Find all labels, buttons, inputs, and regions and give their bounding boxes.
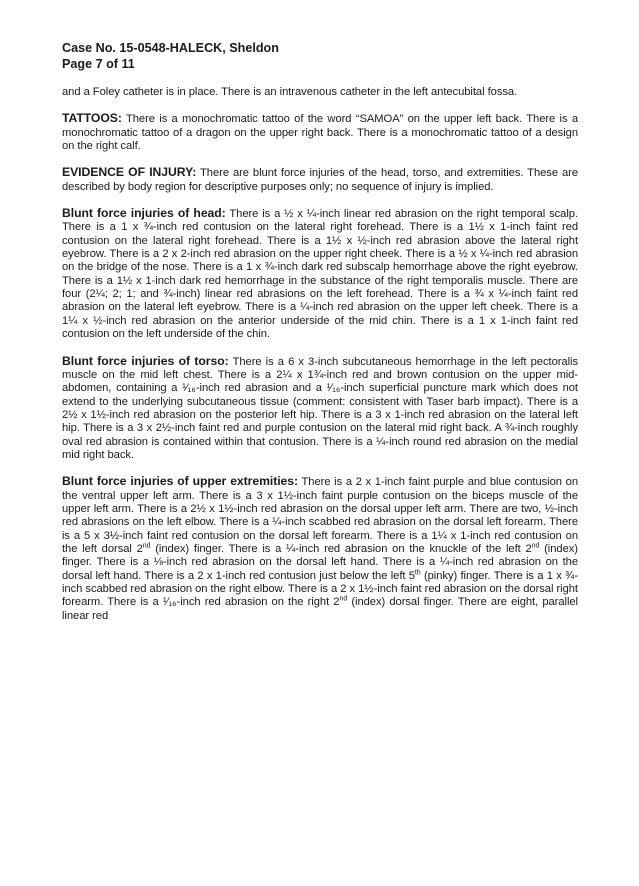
head-injuries-text: There is a ½ x ¼-inch linear red abrasion on the right temporal scalp. There is a 1 x ¾-inch red contusion on the lateral right forehead. There is a 1½ x 1-inch faint red contusion on the lateral right forehead. There is a 1½ x ½-inch red abrasion above the lateral right eyebrow. There is a 2 x 2-inch red abrasion on the upper right cheek. There is a ½ x ¼-inch red abrasion on the bridge of the nose. There is a 1 x ¾-inch dark red subscalp hemorrhage above the right eyebrow. There is a 1½ x 1-inch dark red hemorrhage in the substance of the right temporalis muscle. There are four (2¼; 2; 1; and ¾-inch) linear red abrasions on the left forehead. There is a ¾ x ¼-inch faint red abrasion on the lateral left eyebrow. There is a ¼-inch red abrasion on the upper left cheek. There is a 1¼ x ½-inch red abrasion on the anterior underside of the mid chin. There is a 1 x 1-inch faint red contusion on the left underside of the chin. [62,208,578,341]
upper-text-3: (index) finger. There is a ⅛-inch red abrasion on the dorsal left hand. There is a ¼-inch red abrasion on the dorsal left hand. There is a 2 x 1-inch red contusion just below the left 5 [62,542,578,582]
upper-extremities-paragraph [62,475,578,623]
torso-fraction-b: ¹⁄₁₆ [326,382,341,395]
upper-sup-nd-3: nd [339,595,348,603]
page-number: Page 7 of 11 [62,57,135,71]
upper-text-2: (index) finger. There is a ¼-inch red abrasion on the knuckle of the left 2 [150,542,532,555]
torso-injuries-paragraph [62,355,578,463]
torso-text-3: -inch superficial puncture mark which does not extend to the underlying subcutaneous tissue (comment: consistent with Taser barb impact). There is a 2½ x 1½-inch red abrasion on the posterior left hip. There is a 3 x 1-inch red abrasion on the lateral left hip. There is a 3 x 2½-inch faint red and purple contusion on the lateral mid right back. A ¾-inch roughly oval red abrasion is contained within that contusion. There is a ¼-inch round red abrasion on the medial mid right back. [62,382,578,461]
tattoos-text: There is a monochromatic tattoo of the word “SAMOA” on the upper left back. There is a monochromatic tattoo of a dragon on the upper right back. There is a monochromatic tattoo of a design on the right calf. [62,113,578,153]
tattoos-paragraph [62,112,578,153]
tattoos-heading: TATTOOS: [62,111,122,126]
evidence-heading: EVIDENCE OF INJURY: [62,165,197,180]
torso-text-2: -inch red abrasion and a [195,382,327,395]
evidence-paragraph [62,166,578,194]
head-injuries-heading: Blunt force injuries of head: [62,206,226,221]
upper-sup-nd-1: nd [142,542,151,550]
continuation-paragraph: and a Foley catheter is in place. There is an intravenous catheter in the left antecubital fossa. [62,86,518,98]
case-number: Case No. 15-0548-HALECK, Sheldon [62,41,279,55]
upper-fraction-c: ¹⁄₁₆ [162,596,177,609]
upper-text-6: (index) dorsal finger. There are eight, parallel linear red [62,596,578,622]
document-page [62,40,578,636]
upper-sup-nd-2: nd [531,542,540,550]
upper-sup-th: th [414,568,421,576]
upper-text-5: -inch red abrasion on the right 2 [176,596,340,609]
head-injuries-paragraph [62,207,578,341]
torso-fraction-a: ¹⁄₁₆ [182,382,196,395]
torso-text-1: There is a 6 x 3-inch subcutaneous hemorrhage in the left pectoralis muscle on the mid left chest. There is a 2¼ x 1¾-inch red and brown contusion on the upper mid-abdomen, containing a [62,355,578,395]
upper-text-1: There is a 2 x 1-inch faint purple and blue contusion on the ventral upper left arm. There is a 3 x 1½-inch faint purple contusion on the biceps muscle of the upper left arm. There is a 2½ x 1½-inch red abrasion on the dorsal upper left arm. There are two, ½-inch red abrasions on the left elbow. There is a ¼-inch scabbed red abrasion on the dorsal left forearm. There is a 5 x 3½-inch faint red contusion on the dorsal left forearm. There is a 1¼ x 1-inch red contusion on the left dorsal 2 [62,476,578,555]
upper-extremities-heading: Blunt force injuries of upper extremities: [62,474,299,489]
evidence-text: There are blunt force injuries of the head, torso, and extremities. These are described by body region for descriptive purposes only; no sequence of injury is implied. [62,167,578,193]
torso-injuries-heading: Blunt force injuries of torso: [62,353,229,368]
upper-text-4: (pinky) finger. There is a 1 x ¾-inch scabbed red abrasion on the right elbow. There is a 2 x 1½-inch faint red abrasion on the dorsal right forearm. There is a [62,569,578,609]
